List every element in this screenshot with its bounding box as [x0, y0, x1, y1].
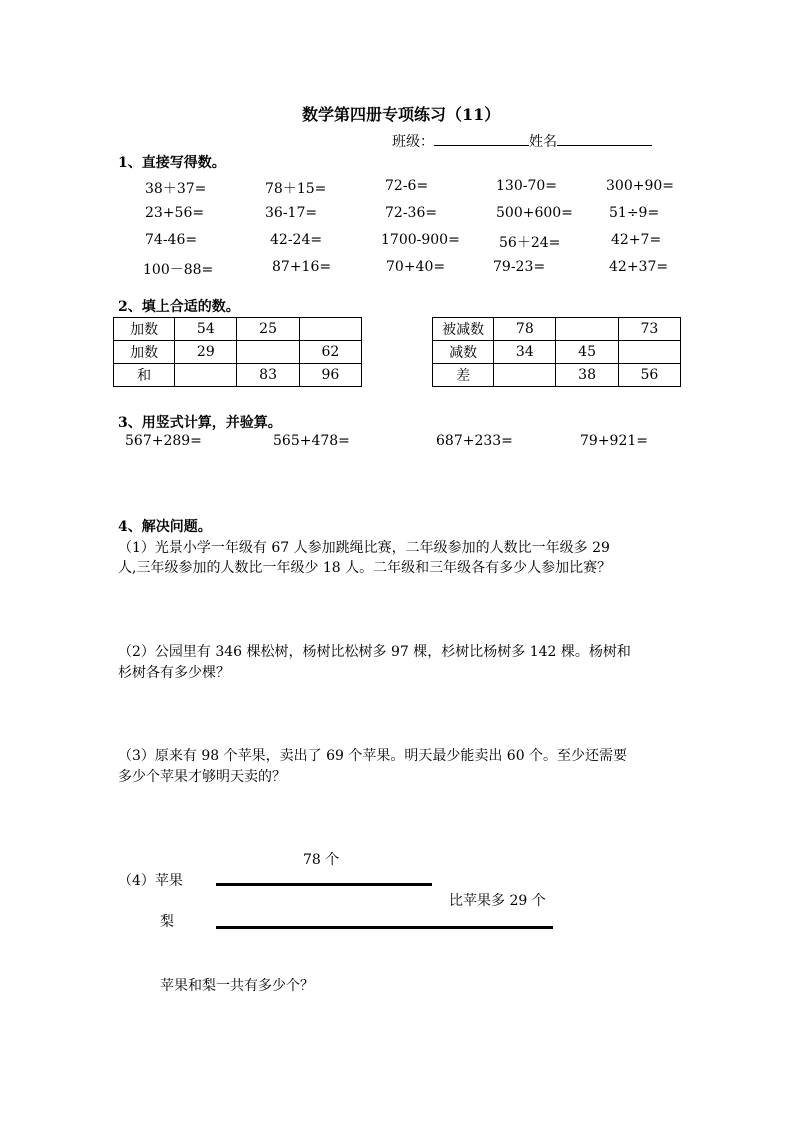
calc-item: 51÷9= — [609, 205, 660, 221]
calc-item: 87+16= — [272, 259, 332, 275]
table-cell: 被减数 — [433, 318, 494, 341]
calc-item: 42+7= — [611, 232, 662, 248]
calc-item: 72-6= — [385, 178, 429, 194]
table-cell: 83 — [237, 364, 299, 387]
calc-item: 36-17= — [265, 205, 318, 221]
table-row — [114, 364, 362, 387]
section1-heading: 1、直接写得数。 — [118, 155, 226, 171]
calc-item: 42-24= — [270, 232, 323, 248]
vertical-calc-item: 79+921= — [580, 433, 648, 449]
class-blank[interactable] — [434, 131, 529, 146]
table-row — [433, 341, 681, 364]
problem1-line1: （1）光景小学一年级有 67 人参加跳绳比赛，二年级参加的人数比一年级多 29 — [118, 540, 610, 556]
calc-item: 100－88= — [143, 262, 214, 278]
table-cell: 73 — [618, 318, 680, 341]
table-cell-blank[interactable] — [237, 341, 299, 364]
vertical-calc-item: 565+478= — [273, 433, 350, 449]
calc-item: 130-70= — [496, 178, 557, 194]
table-cell: 减数 — [433, 341, 494, 364]
table-cell: 96 — [299, 364, 361, 387]
calc-item: 1700-900= — [381, 232, 460, 248]
table-row — [433, 318, 681, 341]
vertical-calc-item: 687+233= — [436, 433, 513, 449]
table-cell: 加数 — [114, 318, 175, 341]
calc-item: 70+40= — [386, 259, 446, 275]
table-cell: 加数 — [114, 341, 175, 364]
student-info — [392, 131, 652, 151]
page-title: 数学第四册专项练习（11） — [302, 105, 501, 124]
table-cell-blank[interactable] — [175, 364, 237, 387]
table-cell: 56 — [618, 364, 680, 387]
pear-label: 梨 — [160, 914, 174, 930]
problem4-question: 苹果和梨一共有多少个？ — [160, 978, 314, 994]
section3-heading: 3、用竖式计算，并验算。 — [118, 415, 282, 431]
table-cell: 差 — [433, 364, 494, 387]
table-row — [114, 318, 362, 341]
apple-bar — [216, 883, 432, 886]
table-cell: 38 — [556, 364, 618, 387]
calc-item: 78＋15= — [265, 181, 327, 197]
calc-item: 300+90= — [606, 178, 674, 194]
pear-more-label: 比苹果多 29 个 — [449, 893, 546, 909]
table-cell-blank[interactable] — [618, 341, 680, 364]
table-cell: 34 — [494, 341, 556, 364]
section2-heading: 2、填上合适的数。 — [118, 299, 240, 315]
calc-item: 500+600= — [496, 205, 573, 221]
problem3-line1: （3）原来有 98 个苹果，卖出了 69 个苹果。明天最少能卖出 60 个。至少还需要 — [118, 748, 628, 764]
problem2-line1: （2）公园里有 346 棵松树，杨树比松树多 97 棵，杉树比杨树多 142 棵。杨树和 — [118, 644, 631, 660]
table-cell-blank[interactable] — [299, 318, 361, 341]
vertical-calc-item: 567+289= — [125, 433, 202, 449]
apple-count-label: 78 个 — [303, 852, 340, 868]
table-cell-blank[interactable] — [556, 318, 618, 341]
table-cell: 25 — [237, 318, 299, 341]
calc-item: 72-36= — [385, 205, 438, 221]
calc-item: 79-23= — [493, 259, 546, 275]
subtraction-table — [432, 317, 681, 387]
calc-item: 38＋37= — [145, 181, 207, 197]
table-cell: 62 — [299, 341, 361, 364]
problem2-line2: 杉树各有多少棵？ — [118, 665, 230, 681]
table-cell: 29 — [175, 341, 237, 364]
problem4-apple-label: （4）苹果 — [118, 873, 183, 889]
calc-item: 74-46= — [145, 232, 198, 248]
table-cell: 和 — [114, 364, 175, 387]
problem3-line2: 多少个苹果才够明天卖的？ — [118, 769, 286, 785]
pear-bar — [216, 926, 553, 929]
addition-table — [113, 317, 362, 387]
calc-item: 56＋24= — [499, 235, 561, 251]
table-cell: 54 — [175, 318, 237, 341]
table-cell: 45 — [556, 341, 618, 364]
name-blank[interactable] — [557, 131, 652, 146]
table-row — [114, 341, 362, 364]
calc-item: 23+56= — [145, 205, 205, 221]
section4-heading: 4、解决问题。 — [118, 519, 212, 535]
table-cell-blank[interactable] — [494, 364, 556, 387]
table-cell: 78 — [494, 318, 556, 341]
calc-item: 42+37= — [609, 259, 669, 275]
table-row — [433, 364, 681, 387]
problem1-line2: 人,三年级参加的人数比一年级少 18 人。二年级和三年级各有多少人参加比赛？ — [118, 560, 612, 576]
name-label: 姓名 — [529, 134, 557, 150]
class-label: 班级： — [392, 134, 434, 150]
